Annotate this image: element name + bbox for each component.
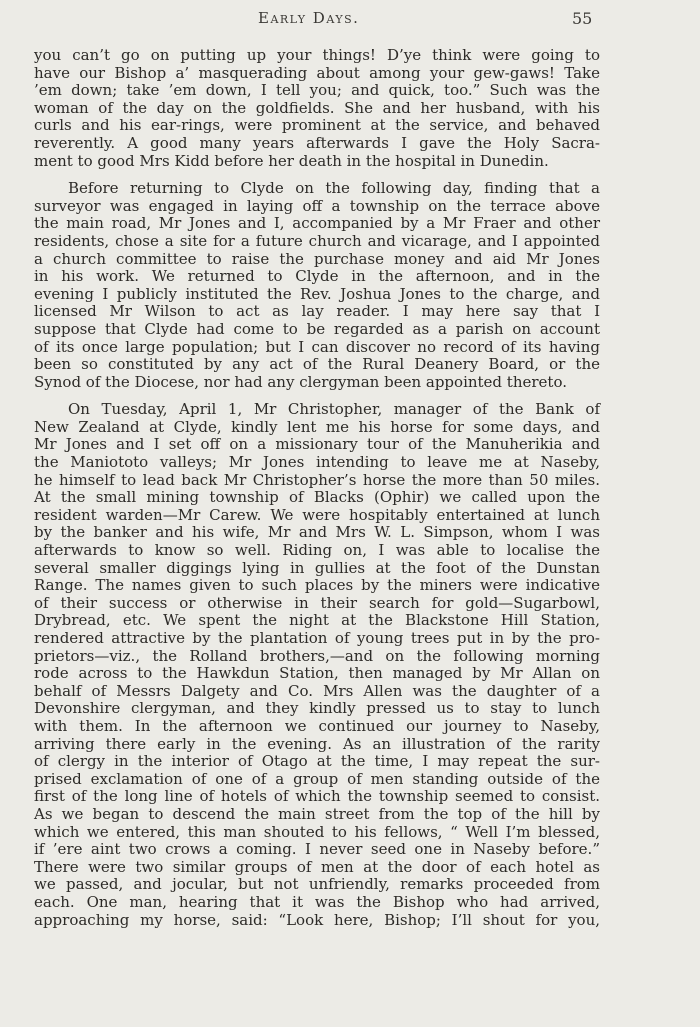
chapter-title: Early Days. — [258, 9, 360, 27]
text-line: several smaller diggings lying in gullies at the foot of the Dunstan — [34, 558, 600, 577]
page-number: 55 — [572, 9, 593, 28]
text-line: As we began to descend the main street from the top of the hill by — [34, 804, 600, 823]
text-line: a church committee to raise the purchase money and aid Mr Jones — [34, 249, 600, 268]
text-line: rendered attractive by the plantation of young trees put in by the pro- — [34, 629, 600, 647]
text-line: first of the long line of hotels of which the township seemed to consist. — [34, 787, 600, 806]
text-line: rode across to the Hawkdun Station, then managed by Mr Allan on — [34, 664, 600, 683]
text-line: Before returning to Clyde on the following day, finding that a — [68, 179, 600, 198]
text-line: Devonshire clergyman, and they kindly pressed us to stay to lunch — [34, 699, 600, 718]
text-line: we passed, and jocular, but not unfriendly, remarks proceeded from — [34, 875, 600, 894]
text-line: the main road, Mr Jones and I, accompanied by a Mr Fraer and other — [34, 214, 600, 233]
text-line: On Tuesday, April 1, Mr Christopher, manager of the Bank of — [68, 400, 600, 419]
text-line: of clergy in the interior of Otago at the time, I may repeat the sur- — [34, 752, 600, 771]
text-line: if ’ere aint two crows a coming. I never seed one in Naseby before.” — [34, 840, 600, 859]
paragraph — [34, 401, 600, 929]
paragraph — [34, 47, 600, 170]
paragraph — [34, 180, 600, 391]
running-head — [0, 9, 700, 33]
text-line: you can’t go on putting up your things! D’ye think were going to — [34, 46, 600, 64]
text-line: each. One man, hearing that it was the Bishop who had arrived, — [34, 892, 600, 911]
text-line: There were two similar groups of men at the door of each hotel as — [34, 857, 600, 876]
text-line: by the banker and his wife, Mr and Mrs W. L. Simpson, whom I was — [34, 523, 600, 542]
text-line: suppose that Clyde had come to be regarded as a parish on account — [34, 319, 600, 338]
text-line: of their success or otherwise in their search for gold—Sugarbowl, — [34, 593, 600, 612]
text-line: Drybread, etc. We spent the night at the Blackstone Hill Station, — [34, 611, 600, 630]
text-line: been so constituted by any act of the Rural Deanery Board, or the — [34, 355, 600, 374]
text-line: New Zealand at Clyde, kindly lent me his horse for some days, and — [34, 417, 600, 436]
text-line: in his work. We returned to Clyde in the afternoon, and in the — [34, 267, 600, 286]
body-text — [34, 47, 600, 929]
text-line: Mr Jones and I set off on a missionary tour of the Manuherikia and — [34, 435, 600, 454]
text-line: Synod of the Diocese, nor had any clergyman been appointed thereto. — [34, 372, 567, 391]
text-line: surveyor was engaged in laying off a township on the terrace above — [34, 196, 600, 215]
text-line: have our Bishop a’ masquerading about among your gew-gaws! Take — [34, 63, 600, 82]
text-line: residents, chose a site for a future church and vicarage, and I appointed — [34, 231, 600, 250]
text-line: approaching my horse, said: “Look here, Bishop; I’ll shout for you, — [34, 910, 600, 929]
text-line: afterwards to know so well. Riding on, I was able to localise the — [34, 541, 600, 560]
text-line: Range. The names given to such places by the miners were indicative — [34, 576, 600, 595]
text-line: with them. In the afternoon we continued our journey to Naseby, — [34, 716, 600, 735]
text-line: prietors—viz., the Rolland brothers,—and on the following morning — [34, 646, 600, 665]
text-line: resident warden—Mr Carew. We were hospitably entertained at lunch — [34, 505, 600, 524]
text-line: curls and his ear-rings, were prominent at the service, and behaved — [34, 116, 600, 135]
text-line: woman of the day on the goldfields. She and her husband, with his — [34, 98, 600, 117]
text-line: which we entered, this man shouted to his fellows, “ Well I’m blessed, — [34, 822, 600, 841]
text-line: prised exclamation of one of a group of men standing outside of the — [34, 769, 600, 788]
text-line: the Maniototo valleys; Mr Jones intending to leave me at Naseby, — [34, 453, 600, 472]
text-line: he himself to lead back Mr Christopher’s horse the more than 50 miles. — [34, 470, 600, 489]
text-line: ment to good Mrs Kidd before her death in the hospital in Dunedin. — [34, 151, 549, 170]
text-line: reverently. A good many years afterwards I gave the Holy Sacra- — [34, 133, 600, 152]
text-line: At the small mining township of Blacks (Ophir) we called upon the — [34, 488, 600, 507]
text-line: arriving there early in the evening. As an illustration of the rarity — [34, 734, 600, 753]
text-line: licensed Mr Wilson to act as lay reader. I may here say that I — [34, 302, 600, 321]
text-line: ’em down; take ’em down, I tell you; and quick, too.” Such was the — [34, 81, 600, 100]
text-line: of its once large population; but I can discover no record of its having — [34, 337, 600, 356]
text-line: evening I publicly instituted the Rev. Joshua Jones to the charge, and — [34, 284, 600, 303]
text-line: behalf of Messrs Dalgety and Co. Mrs Allen was the daughter of a — [34, 681, 600, 700]
